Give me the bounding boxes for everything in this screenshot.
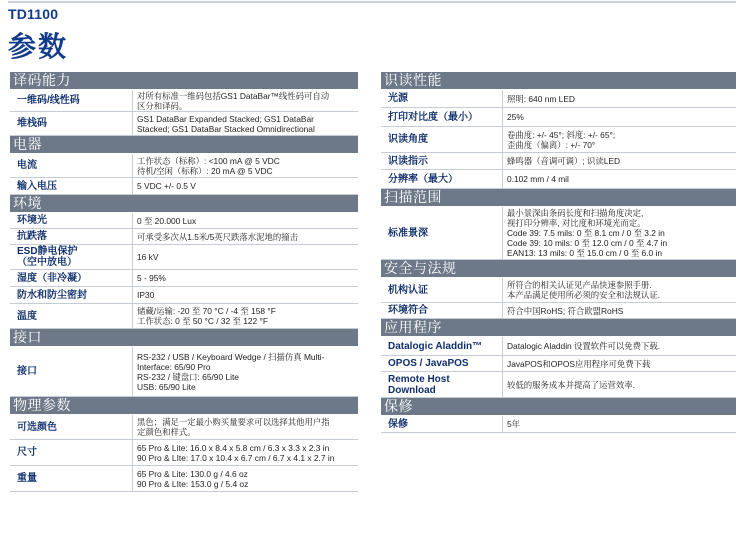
spec-row xyxy=(10,347,358,397)
section-safety-regulatory xyxy=(381,260,736,319)
spec-label: 接口 xyxy=(17,366,37,377)
section-interface xyxy=(10,329,358,397)
spec-value: 储藏/运输: -20 至 70 °C / -4 至 158 °F 工作状态: 0 至 50 °C / 32 至 122 °F xyxy=(137,306,276,326)
section-reading-performance xyxy=(381,72,736,189)
spec-value: 0 至 20.000 Lux xyxy=(137,215,197,226)
model-name: TD1100 xyxy=(8,6,59,22)
spec-label: 电流 xyxy=(17,160,37,171)
spec-value: 卷曲度: +/- 45°; 斜度: +/- 65°; 歪曲度（偏离）: +/- 70° xyxy=(507,129,616,150)
spec-row xyxy=(381,90,736,108)
spec-label: 抗跌落 xyxy=(17,231,47,242)
spec-value: RS-232 / USB / Keyboard Wedge / 扫描仿真 Multi- Interface: 65/90 Pro RS-232 / 键盘口: 65/90 Lite USB: 65/90 Lite xyxy=(137,351,325,392)
section-header: 保修 xyxy=(381,398,736,415)
spec-label: 输入电压 xyxy=(17,180,57,192)
top-rule xyxy=(8,1,736,3)
spec-label: 堆栈码 xyxy=(17,118,47,129)
spec-value: 25% xyxy=(507,112,524,122)
section-warranty xyxy=(381,398,736,433)
spec-value: 5 VDC +/- 0.5 V xyxy=(137,181,196,191)
spec-row xyxy=(10,213,358,229)
spec-row xyxy=(381,416,736,433)
spec-value: 5 - 95% xyxy=(137,273,166,283)
section-header: 扫描范围 xyxy=(381,189,736,206)
spec-value: 16 kV xyxy=(137,252,159,262)
spec-label: 光源 xyxy=(388,93,408,104)
spec-label: 一维码/线性码 xyxy=(17,95,80,106)
section-header: 应用程序 xyxy=(381,319,736,336)
spec-row xyxy=(10,287,358,304)
spec-value: 65 Pro & Lite: 16.0 x 8.4 x 5.8 cm / 6.3 x 3.3 x 2.3 in 90 Pro & LIte: 17.0 x 10.4 x 6.7 cm / 6.7 x 4.1 x 2.7 in xyxy=(137,442,335,463)
spec-row xyxy=(10,229,358,245)
spec-value: 5年 xyxy=(507,419,521,429)
spec-row xyxy=(381,278,736,303)
spec-value: 蜂鸣器（音调可调）; 识读LED xyxy=(507,156,621,166)
spec-label: 湿度（非冷凝） xyxy=(17,272,87,284)
spec-row xyxy=(381,207,736,260)
spec-row xyxy=(381,153,736,170)
spec-label: 重量 xyxy=(17,473,37,484)
section-scan-range xyxy=(381,189,736,260)
spec-row xyxy=(381,372,736,398)
spec-value: 符合中国RoHS; 符合欧盟RoHS xyxy=(507,305,624,316)
section-header: 接口 xyxy=(10,329,358,346)
spec-value: Datalogic Aladdin 设置软件可以免费下载. xyxy=(507,341,661,351)
spec-row xyxy=(10,154,358,178)
spec-row xyxy=(381,108,736,127)
spec-label: ESD静电保护 （空中放电） xyxy=(17,246,78,268)
spec-label: 标准景深 xyxy=(388,227,428,239)
spec-label: 分辨率（最大） xyxy=(388,173,458,185)
spec-row xyxy=(10,90,358,112)
spec-row xyxy=(10,440,358,466)
spec-row xyxy=(10,112,358,136)
spec-label: 防水和防尘密封 xyxy=(17,289,87,301)
spec-label: 尺寸 xyxy=(17,447,37,458)
section-header: 译码能力 xyxy=(10,72,358,89)
section-environment xyxy=(10,195,358,329)
spec-label: 保修 xyxy=(388,418,408,430)
spec-row xyxy=(10,178,358,195)
spec-label: 机构认证 xyxy=(388,284,428,296)
spec-label: 识读指示 xyxy=(388,155,428,167)
spec-row xyxy=(381,170,736,189)
spec-row xyxy=(10,245,358,270)
section-header: 环境 xyxy=(10,195,358,212)
spec-value: JavaPOS和OPOS应用程序可免费下载 xyxy=(507,358,651,369)
spec-row xyxy=(381,303,736,319)
section-physical xyxy=(10,397,358,492)
spec-value: 0.102 mm / 4 mil xyxy=(507,174,569,184)
spec-value: IP30 xyxy=(137,290,155,300)
spec-value: 黑色；满足一定最小购买量要求可以选择其他用户指 定颜色和样式。 xyxy=(137,417,330,437)
spec-row xyxy=(10,270,358,287)
section-header: 物理参数 xyxy=(10,397,358,414)
spec-value: GS1 DataBar Expanded Stacked; GS1 DataBar Stacked; GS1 DataBar Stacked Omnidirectional xyxy=(137,113,315,134)
spec-value: 所符合的相关认证见产品快速参照手册. 本产品满足使用所必须的安全和法规认证. xyxy=(507,280,661,300)
spec-label: Datalogic Aladdin™ xyxy=(388,340,483,352)
section-electrical xyxy=(10,136,358,195)
spec-label: 可选颜色 xyxy=(17,421,57,433)
spec-label: 温度 xyxy=(17,310,37,322)
left-column xyxy=(10,72,358,492)
spec-value: 照明: 640 nm LED xyxy=(507,93,575,104)
spec-row xyxy=(381,337,736,356)
section-applications xyxy=(381,319,736,398)
spec-value: 对所有标准一维码包括GS1 DataBar™线性码可自动 区分和译码。 xyxy=(137,90,330,111)
spec-label: Remote Host Download xyxy=(388,373,450,396)
spec-row xyxy=(10,304,358,329)
spec-row xyxy=(10,466,358,492)
spec-label: OPOS / JavaPOS xyxy=(388,358,469,369)
right-column xyxy=(381,72,736,433)
section-header: 识读性能 xyxy=(381,72,736,89)
section-header: 安全与法规 xyxy=(381,260,736,277)
spec-label: 环境符合 xyxy=(388,305,428,316)
spec-label: 识读角度 xyxy=(388,134,428,145)
spec-value: 65 Pro & Lite: 130.0 g / 4.6 oz 90 Pro & LIte: 153.0 g / 5.4 oz xyxy=(137,468,249,489)
spec-label: 打印对比度（最小） xyxy=(388,111,478,123)
spec-row xyxy=(381,356,736,372)
spec-label: 环境光 xyxy=(17,215,47,226)
spec-row xyxy=(381,127,736,153)
spec-value: 工作状态（标称）: <100 mA @ 5 VDC 待机/空闲（标称）: 20 mA @ 5 VDC xyxy=(137,155,280,176)
page-title: 参数 xyxy=(8,31,69,62)
spec-row xyxy=(10,415,358,440)
section-header: 电器 xyxy=(10,136,358,153)
section-decoding xyxy=(10,72,358,136)
spec-value: 可承受多次从1.5米/5英尺跌落水泥地的撞击 xyxy=(137,231,299,242)
spec-value: 较低的服务成本并提高了运营效率. xyxy=(507,379,635,390)
spec-value: 最小景深由条码长度和扫描角度决定, 视打印分辨率, 对比度和环境光而定。 Code 39: 7.5 mils: 0 至 8.1 cm / 0 至 3.2 in Code 39: 10 mils: 0 至 12.0 cm / 0 至 4.7 in EAN13: 13 mils: 0 至 15.0 cm / 0 至 6.0 in xyxy=(507,208,668,258)
